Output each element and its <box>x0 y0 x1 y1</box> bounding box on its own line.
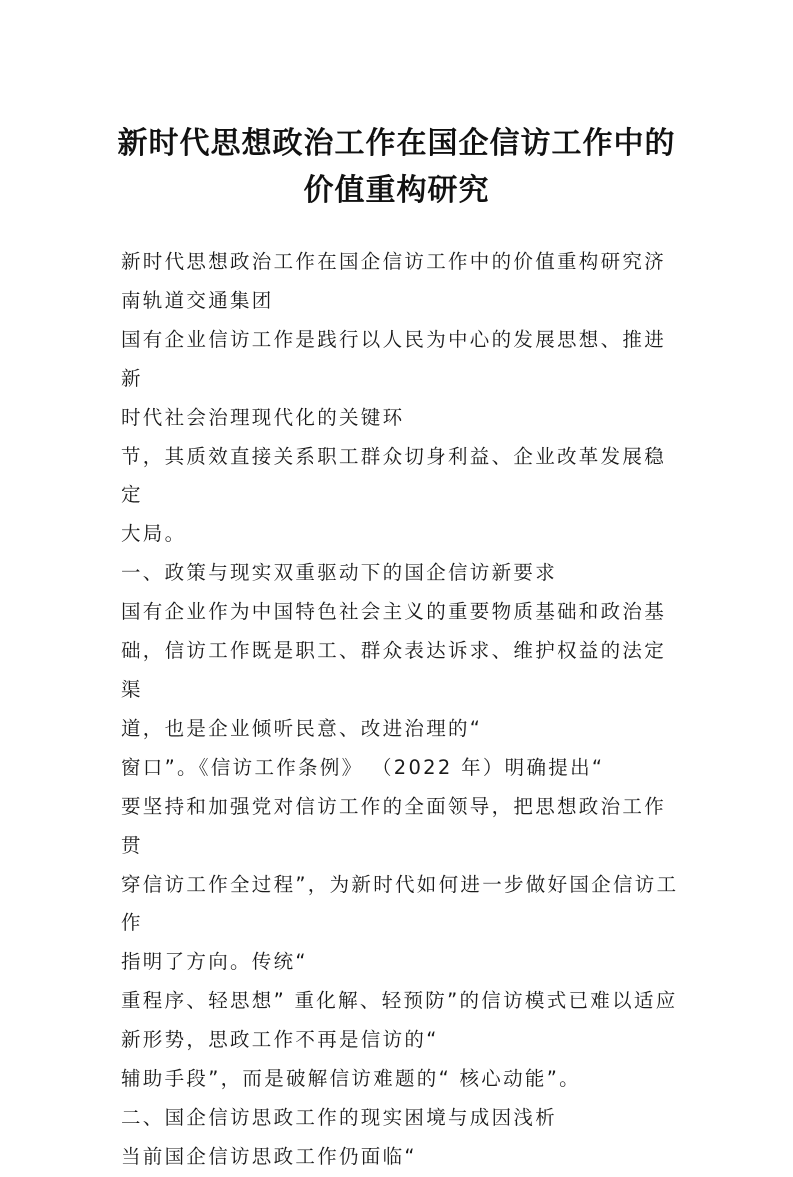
text-line: 新形势，思政工作不再是信访的“ <box>121 1028 439 1052</box>
text-line: 辅助手段”，而是破解信访难题的“ 核心动能”。 <box>121 1067 581 1091</box>
document-title-line-1: 新时代思想政治工作在国企信访工作中的 <box>117 126 676 161</box>
document-body <box>121 243 681 1177</box>
text-line: 南轨道交通集团 <box>121 288 274 312</box>
text-line: 重程序、轻思想” 重化解、轻预防”的信访模式已难以适应 <box>121 989 678 1013</box>
text-line: 道，也是企业倾听民意、改进治理的“ <box>121 716 483 740</box>
text-line: 础，信访工作既是职工、群众表达诉求、维护权益的法定渠 <box>121 639 667 701</box>
text-line: 节，其质效直接关系职工群众切身利益、企业改革发展稳定 <box>121 444 667 507</box>
section-heading-2: 二、国企信访思政工作的现实困境与成因浅析 <box>121 1105 558 1129</box>
document-title-line-2: 价值重构研究 <box>303 173 490 208</box>
text-line: 穿信访工作全过程”，为新时代如何进一步做好国企信访工作 <box>121 872 679 935</box>
text-line: 窗口”。《信访工作条例》 （2022 年）明确提出“ <box>121 755 605 779</box>
text-line: 当前国企信访思政工作仍面临“ <box>121 1144 417 1168</box>
text-line: 大局。 <box>121 522 187 546</box>
text-line: 指明了方向。传统“ <box>121 950 308 974</box>
text-line: 国有企业作为中国特色社会主义的重要物质基础和政治基 <box>121 600 667 624</box>
text-line: 新时代思想政治工作在国企信访工作中的价值重构研究济 <box>121 250 667 273</box>
text-line: 国有企业信访工作是践行以人民为中心的发展思想、推进新 <box>121 327 667 390</box>
text-line: 时代社会治理现代化的关键环 <box>121 405 405 429</box>
section-heading-1: 一、政策与现实双重驱动下的国企信访新要求 <box>121 561 558 585</box>
text-line: 要坚持和加强党对信访工作的全面领导，把思想政治工作贯 <box>121 794 667 857</box>
